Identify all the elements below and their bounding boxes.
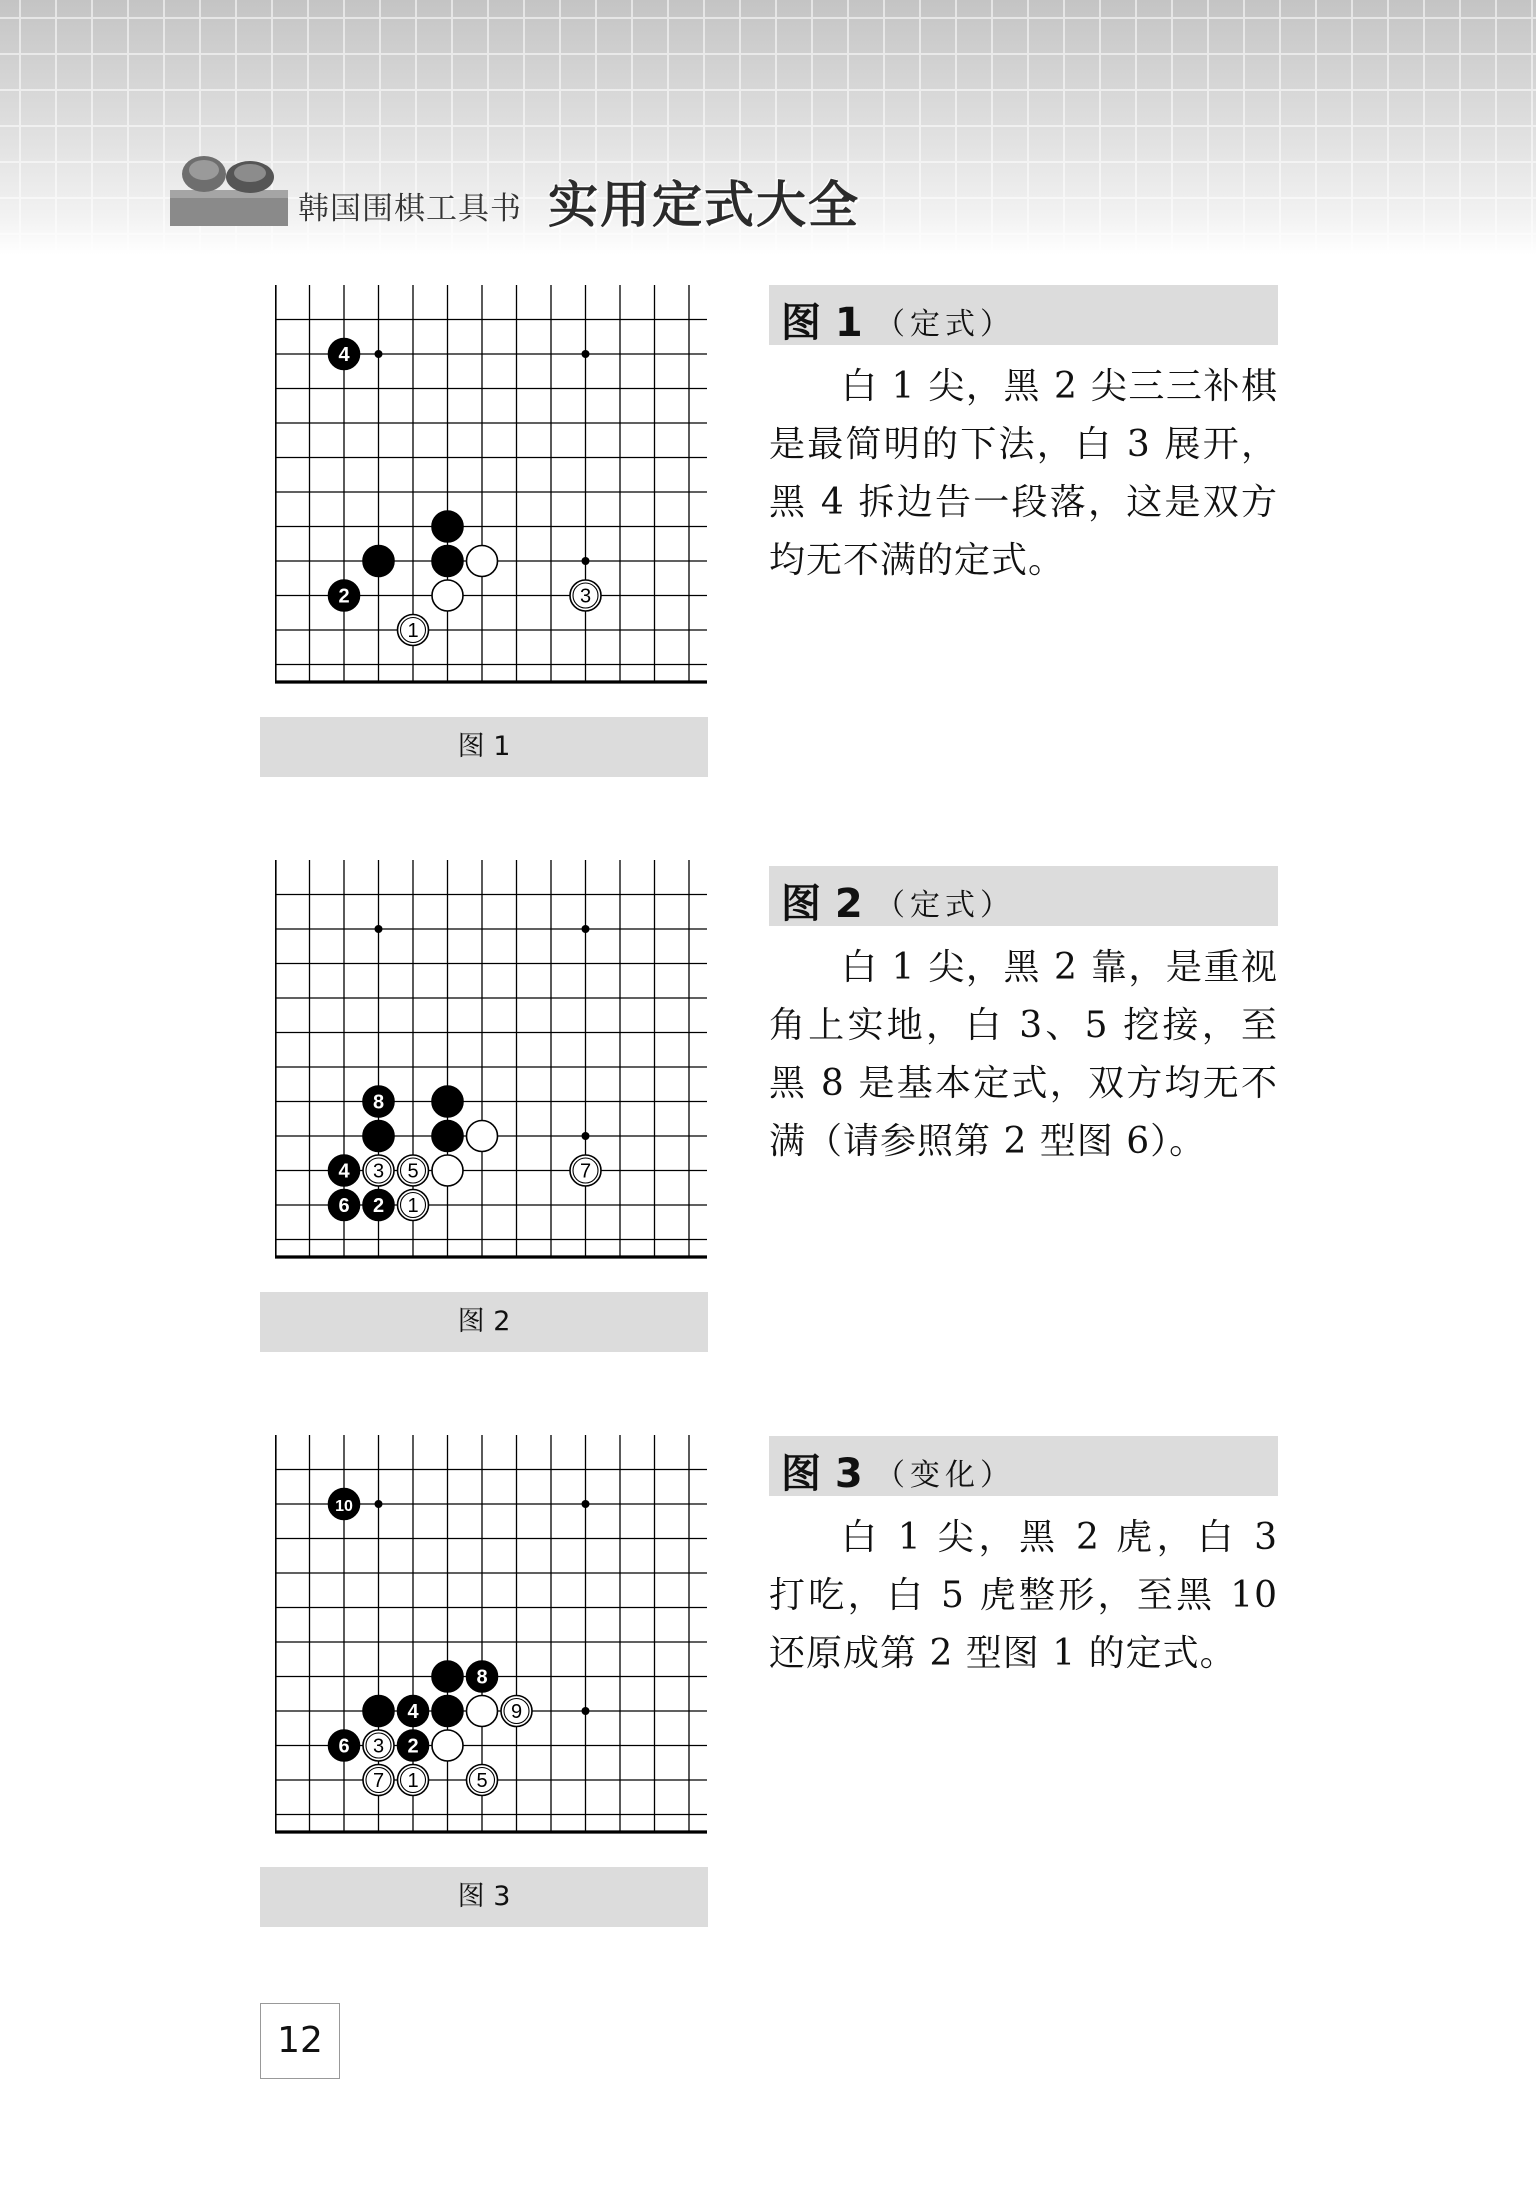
section-heading-title-2: 图 2 bbox=[781, 881, 863, 927]
page-header bbox=[0, 0, 1536, 255]
star-point bbox=[582, 925, 590, 933]
star-point bbox=[582, 1132, 590, 1140]
section-heading-subtitle-1: （定式） bbox=[875, 307, 1015, 342]
stone-move-number: 5 bbox=[407, 1160, 419, 1183]
diagram-caption-2: 图 2 bbox=[260, 1292, 708, 1352]
stone-move-number: 7 bbox=[372, 1770, 385, 1792]
page-number: 12 bbox=[260, 2003, 340, 2079]
stone-move-number: 8 bbox=[372, 1091, 385, 1114]
stone-move-number: 2 bbox=[338, 585, 350, 608]
white-stone bbox=[432, 1730, 463, 1761]
white-stone bbox=[467, 1121, 498, 1152]
stone-move-number: 1 bbox=[407, 620, 419, 642]
stone-move-number: 10 bbox=[335, 1498, 353, 1515]
black-stone bbox=[363, 546, 394, 577]
stone-move-number: 2 bbox=[407, 1735, 419, 1758]
star-point bbox=[375, 925, 383, 933]
stone-move-number: 3 bbox=[372, 1160, 385, 1183]
stone-move-number: 7 bbox=[579, 1160, 592, 1183]
series-title: 韩国围棋工具书 bbox=[298, 191, 522, 227]
stone-move-number: 1 bbox=[407, 1770, 419, 1792]
black-stone bbox=[432, 511, 463, 542]
black-stone bbox=[363, 1696, 394, 1727]
stone-move-number: 9 bbox=[510, 1701, 523, 1723]
white-stone bbox=[432, 1155, 463, 1186]
book-title: 实用定式大全 bbox=[548, 175, 860, 234]
star-point bbox=[375, 1500, 383, 1508]
stone-move-number: 3 bbox=[579, 585, 592, 608]
go-board-diagram-3 bbox=[275, 1435, 710, 1835]
section-heading-1 bbox=[769, 285, 1278, 345]
go-board-diagram-2 bbox=[275, 860, 710, 1260]
section-text-3: 白 1 尖，黑 2 虎，白 3 打吃，白 5 虎整形，至黑 10 还原成第 2 型图 1 的定式。 bbox=[769, 1517, 1278, 1674]
section-heading-2 bbox=[769, 866, 1278, 926]
section-heading-title-3: 图 3 bbox=[781, 1451, 863, 1497]
go-board-diagram-1 bbox=[275, 285, 710, 685]
section-heading-3 bbox=[769, 1436, 1278, 1496]
diagram-caption-1: 图 1 bbox=[260, 717, 708, 777]
stone-move-number: 3 bbox=[372, 1735, 385, 1758]
star-point bbox=[582, 557, 590, 565]
section-text-2: 白 1 尖，黑 2 靠，是重视角上实地，白 3、5 挖接，至黑 8 是基本定式，双方均无不满（请参照第 2 型图 6）。 bbox=[769, 947, 1278, 1162]
stone-move-number: 2 bbox=[372, 1195, 385, 1217]
section-heading-subtitle-3: （变化） bbox=[875, 1458, 1015, 1493]
star-point bbox=[582, 1707, 590, 1715]
black-stone bbox=[432, 546, 463, 577]
black-stone bbox=[432, 1121, 463, 1152]
black-stone bbox=[432, 1696, 463, 1727]
stone-move-number: 4 bbox=[338, 344, 350, 366]
diagram-caption-3: 图 3 bbox=[260, 1867, 708, 1927]
white-stone bbox=[467, 1696, 498, 1727]
star-point bbox=[582, 350, 590, 358]
section-text-1: 白 1 尖，黑 2 尖三三补棋是最简明的下法，白 3 展开，黑 4 拆边告一段落，这是双方均无不满的定式。 bbox=[769, 366, 1278, 581]
stone-move-number: 6 bbox=[338, 1195, 350, 1217]
black-stone bbox=[363, 1121, 394, 1152]
stone-move-number: 6 bbox=[338, 1735, 350, 1758]
stone-move-number: 4 bbox=[338, 1160, 350, 1183]
black-stone bbox=[432, 1661, 463, 1692]
star-point bbox=[375, 350, 383, 358]
stone-move-number: 5 bbox=[476, 1770, 488, 1792]
stone-move-number: 1 bbox=[407, 1195, 419, 1217]
white-stone bbox=[432, 580, 463, 611]
stone-move-number: 4 bbox=[407, 1701, 419, 1723]
go-bowls-logo-icon bbox=[170, 150, 288, 228]
white-stone bbox=[467, 546, 498, 577]
section-heading-title-1: 图 1 bbox=[781, 300, 863, 346]
stone-move-number: 8 bbox=[476, 1666, 488, 1689]
star-point bbox=[582, 1500, 590, 1508]
section-heading-subtitle-2: （定式） bbox=[875, 888, 1015, 923]
black-stone bbox=[432, 1086, 463, 1117]
